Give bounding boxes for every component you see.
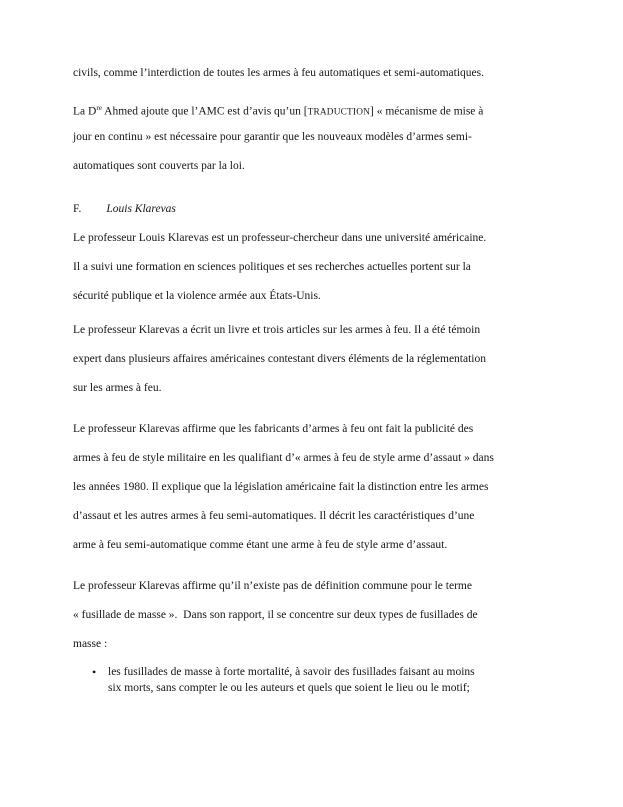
text-segment: ] « mécanisme de mise à (370, 105, 484, 118)
text-line: Le professeur Klarevas affirme que les fabricants d’armes à feu ont fait la publicité des (73, 423, 474, 435)
section-title: Louis Klarevas (106, 203, 176, 215)
text-segment: La D (73, 105, 97, 118)
superscript-re: re (96, 104, 102, 112)
text-segment: Ahmed ajoute que l’AMC est d’avis qu’un [ (101, 105, 308, 118)
section-heading (73, 195, 568, 224)
body-paragraph (73, 415, 568, 560)
text-line: Le professeur Klarevas a écrit un livre et trois articles sur les armes à feu. Il a été témoin (73, 324, 481, 336)
text-line (73, 195, 568, 224)
bullet-list (73, 664, 568, 696)
body-paragraph (73, 224, 568, 311)
text-line: sécurité publique et la violence armée aux États-Unis. (73, 290, 321, 302)
text-line: expert dans plusieurs affaires américaines contestant divers éléments de la réglementation (73, 353, 486, 365)
text-line: armes à feu de style militaire en les qualifiant d’« armes à feu de style arme d’assaut » dans (73, 452, 494, 464)
text-line (73, 94, 568, 123)
text-line: six morts, sans compter le ou les auteurs et quels que soient le lieu ou le motif; (108, 682, 470, 694)
bullet-icon: • (92, 665, 97, 679)
text-line: les fusillades de masse à forte mortalité, à savoir des fusillades faisant au moins (108, 666, 475, 678)
text-line: sur les armes à feu. (73, 382, 162, 394)
text-line: jour en continu » est nécessaire pour garantir que les nouveaux modèles d’armes semi- (73, 131, 472, 143)
text-line: « fusillade de masse ». Dans son rapport, il se concentre sur deux types de fusillades de (73, 609, 478, 621)
text-line: masse : (73, 638, 108, 650)
text-line: Il a suivi une formation en sciences politiques et ses recherches actuelles portent sur la (73, 261, 471, 273)
text-line: Le professeur Louis Klarevas est un professeur-chercheur dans une université américaine. (73, 232, 487, 244)
body-paragraph (73, 94, 568, 181)
smallcaps-traduction: TRADUCTION (307, 107, 371, 118)
section-letter: F. (73, 203, 82, 215)
text-line: Le professeur Klarevas affirme qu’il n’existe pas de définition commune pour le terme (73, 580, 472, 592)
text-line: civils, comme l’interdiction de toutes les armes à feu automatiques et semi-automatiques. (73, 67, 485, 79)
body-paragraph (73, 572, 568, 659)
body-paragraph (73, 59, 568, 88)
text-line: d’assaut et les autres armes à feu semi-automatiques. Il décrit les caractéristiques d’une (73, 510, 475, 522)
text-line: automatiques sont couverts par la loi. (73, 160, 245, 172)
text-line: les années 1980. Il explique que la législation américaine fait la distinction entre les armes (73, 481, 489, 493)
text-line: arme à feu semi-automatique comme étant une arme à feu de style arme d’assaut. (73, 539, 448, 551)
list-item (92, 664, 568, 696)
body-paragraph (73, 316, 568, 403)
